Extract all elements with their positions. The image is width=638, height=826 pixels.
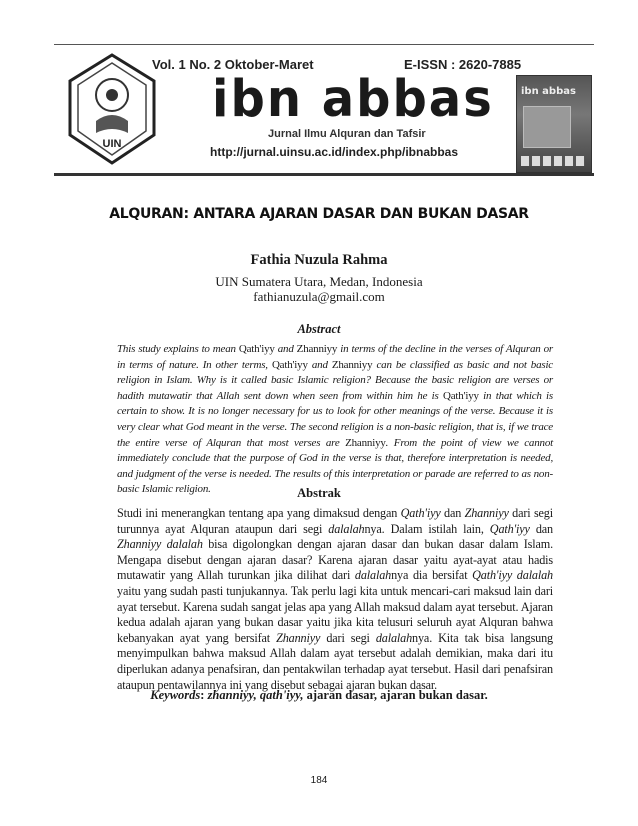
article-title: ALQURAN: ANTARA AJARAN DASAR DAN BUKAN DASAR — [109, 206, 529, 222]
journal-subtitle: Jurnal Ilmu Alquran dan Tafsir — [268, 128, 426, 140]
keywords-rest: ajaran dasar, ajaran bukan dasar. — [303, 688, 488, 702]
journal-url[interactable]: http://jurnal.uinsu.ac.id/index.php/ibnabbas — [210, 145, 459, 159]
page-number: 184 — [310, 775, 328, 786]
abstract-english: This study explains to mean Qath'iyy and Zhanniyy in terms of the decline in the verses of Alquran or in terms of nature. In other terms, Qath'iyy and Zhanniyy can be classified as basic and not basic religion in Islam. Why is it called basic Islamic religion? Because the basic religion are verses or hadith mutawatir that Allah sent down when seen from within him he is Qath'iyy in that which is certain to show. It is no longer necessary for us to look for other meanings of the verse. Because it is very clear what God meant in the verse. The second religion is a non-basic religion, that is, if we trace the entire verse of Alquran that most verses are Zhanniyy. From the point of view we cannot immediately conclude that the purpose of God in the verse is that, therefore interpretation is needed, and judgment of the verse is needed. The results of this interpretation or parade are referred to as non-basic Islamic religion. — [117, 343, 553, 496]
cover-strip — [521, 156, 585, 166]
author-affiliation: UIN Sumatera Utara, Medan, Indonesia — [215, 274, 423, 289]
author-name: Fathia Nuzula Rahma — [250, 252, 388, 268]
logo-text: UIN — [102, 138, 122, 150]
journal-brand: ibn abbas — [212, 69, 494, 129]
journal-header — [54, 44, 594, 176]
keywords-label: Keywords — [150, 688, 201, 702]
cover-title: ibn abbas — [521, 86, 576, 97]
journal-issn: E-ISSN : 2620-7885 — [404, 57, 522, 72]
keywords-italic-terms: zhanniyy, qath'iyy, — [207, 688, 304, 702]
cover-image — [523, 106, 571, 148]
abstract-heading: Abstract — [297, 322, 341, 336]
journal-volume: Vol. 1 No. 2 Oktober-Maret — [152, 57, 314, 72]
abstract-indonesian: Studi ini menerangkan tentang apa yang dimaksud dengan Qath'iyy dan Zhanniyy dari segi turunnya ayat Alquran ataupun dari segi dalalahnya. Dalam istilah lain, Qath'iyy dan Zhanniyy dalalah bisa digolongkan dengan ajaran dasar dan bukan dasar dalam Islam. Mengapa disebut dengan ajaran dasar? Karena ajaran dasar yaitu ayat-ayat atau hadis mutawatir yang Allah turunkan jika dilihat dari dalalahnya dia bersifat Qath'iyy dalalah yaitu yang sudah pasti tunjukannya. Tak perlu lagi kita untuk mencari-cari maksud lain dari ayat tersebut. Karena sudah sangat jelas apa yang Allah maksud dalam ayat tersebut. Ajaran kedua adalah ajaran yang bukan dasar yaitu jika kita telusuri seluruh ayat Alquran bahwa kebanyakan ayat yang bersifat Zhanniyy dari segi dalalahnya. Kita tak bisa langsung menyimpulkan bahwa maksud Allah dalam ayat tersebut adalah demikian, maka dari itu diperlukan adanya penafsiran, dan pentakwilan terhadap ayat tersebut. Hasil dari penafsiran ataupun pentawilannya ini yang disebut sebagai ajaran bukan dasar. — [117, 506, 554, 692]
abstrak-heading: Abstrak — [297, 486, 341, 500]
keywords-line: Keywords: zhanniyy, qath'iyy, ajaran dasar, ajaran bukan dasar. — [150, 688, 488, 702]
author-email[interactable]: fathianuzula@gmail.com — [253, 289, 385, 304]
journal-cover-thumbnail — [516, 75, 592, 173]
